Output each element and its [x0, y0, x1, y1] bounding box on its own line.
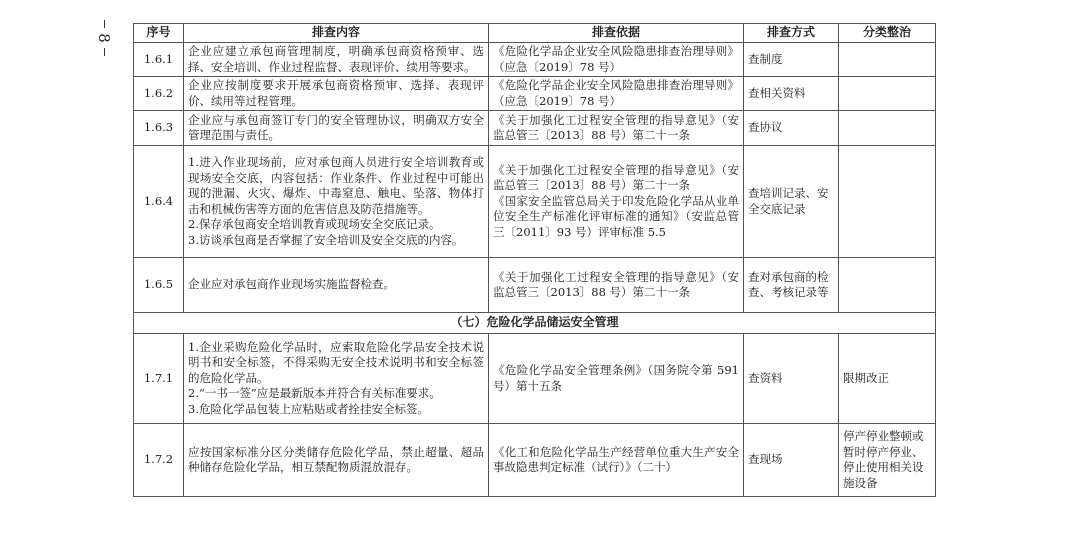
table-header-row [134, 24, 936, 43]
page-number-dash-bottom [104, 48, 105, 56]
row-no: 1.6.4 [134, 145, 184, 258]
row-content: 企业应与承包商签订专门的安全管理协议，明确双方安全管理范围与责任。 [184, 111, 489, 145]
row-basis [489, 145, 744, 258]
content-item: 3.访谈承包商是否掌握了安全培训及安全交底的内容。 [188, 232, 464, 247]
row-method: 查对承包商的检查、考核记录等 [744, 258, 839, 312]
row-method: 查相关资料 [744, 77, 839, 111]
row-content: 应按国家标准分区分类储存危险化学品，禁止超量、超品种储存危险化学品，相互禁配物质混放混存。 [184, 424, 489, 497]
row-no: 1.6.1 [134, 43, 184, 77]
row-content: 企业应对承包商作业现场实施监督检查。 [184, 258, 489, 312]
content-item: 3.危险化学品包装上应粘贴或者拴挂安全标签。 [188, 401, 429, 416]
row-basis: 《危险化学品企业安全风险隐患排查治理导则》（应急〔2019〕78 号） [489, 43, 744, 77]
page-number [92, 20, 116, 64]
row-method: 查现场 [744, 424, 839, 497]
row-basis: 《危险化学品安全管理条例》（国务院令第 591 号）第十五条 [489, 333, 744, 424]
row-method: 查培训记录、安全交底记录 [744, 145, 839, 258]
header-no: 序号 [134, 24, 184, 43]
row-method: 查制度 [744, 43, 839, 77]
row-rectify [839, 43, 936, 77]
page-number-text: 8 [94, 33, 113, 43]
row-basis: 《化工和危险化学品生产经营单位重大生产安全事故隐患判定标准（试行）》（二十） [489, 424, 744, 497]
header-rectify: 分类整治 [839, 24, 936, 43]
section-row [134, 312, 936, 333]
row-no: 1.6.5 [134, 258, 184, 312]
header-content: 排查内容 [184, 24, 489, 43]
row-rectify [839, 77, 936, 111]
basis-item: 《国家安全监管总局关于印发危险化学品从业单位安全生产标准化评审标准的通知》（安监总管三〔2011〕93 号）评审标准 5.5 [493, 193, 739, 239]
table-row [134, 145, 936, 258]
table-row [134, 111, 936, 145]
row-basis: 《关于加强化工过程安全管理的指导意见》（安监总管三〔2013〕88 号）第二十一条 [489, 111, 744, 145]
row-basis: 《关于加强化工过程安全管理的指导意见》（安监总管三〔2013〕88 号）第二十一条 [489, 258, 744, 312]
row-basis: 《危险化学品企业安全风险隐患排查治理导则》（应急〔2019〕78 号） [489, 77, 744, 111]
basis-item: 《关于加强化工过程安全管理的指导意见》（安监总管三〔2013〕88 号）第二十一条 [493, 162, 739, 193]
table-row [134, 77, 936, 111]
table-row [134, 258, 936, 312]
row-rectify: 限期改正 [839, 333, 936, 424]
inspection-table [133, 23, 936, 497]
content-item: 1.进入作业现场前，应对承包商人员进行安全培训教育或现场安全交底，内容包括：作业条件、作业过程中可能出现的泄漏、火灾、爆炸、中毒窒息、触电、坠落、物体打击和机械伤害等方面的危害信息及防范措施等。 [188, 155, 484, 216]
row-no: 1.6.3 [134, 111, 184, 145]
row-content [184, 333, 489, 424]
content-item: 1.企业采购危险化学品时，应索取危险化学品安全技术说明书和安全标签，不得采购无安全技术说明书和安全标签的危险化学品。 [188, 339, 484, 385]
content-item: 2.保存承包商安全培训教育或现场安全交底记录。 [188, 217, 441, 232]
section-title: （七）危险化学品储运安全管理 [134, 312, 936, 333]
table-row [134, 424, 936, 497]
header-method: 排查方式 [744, 24, 839, 43]
content-item: 2.“一书一签”应是最新版本并符合有关标准要求。 [188, 386, 441, 401]
row-content: 企业应建立承包商管理制度，明确承包商资格预审、选择、安全培训、作业过程监督、表现评价、续用等要求。 [184, 43, 489, 77]
row-rectify [839, 145, 936, 258]
row-rectify: 停产停业整顿或暂时停产停业、停止使用相关设施设备 [839, 424, 936, 497]
row-no: 1.6.2 [134, 77, 184, 111]
row-no: 1.7.1 [134, 333, 184, 424]
row-method: 查协议 [744, 111, 839, 145]
page-number-dash-top [104, 20, 105, 28]
table-row [134, 43, 936, 77]
row-rectify [839, 258, 936, 312]
table-row [134, 333, 936, 424]
row-method: 查资料 [744, 333, 839, 424]
row-rectify [839, 111, 936, 145]
row-no: 1.7.2 [134, 424, 184, 497]
row-content [184, 145, 489, 258]
row-content: 企业应按制度要求开展承包商资格预审、选择、表现评价、续用等过程管理。 [184, 77, 489, 111]
header-basis: 排查依据 [489, 24, 744, 43]
